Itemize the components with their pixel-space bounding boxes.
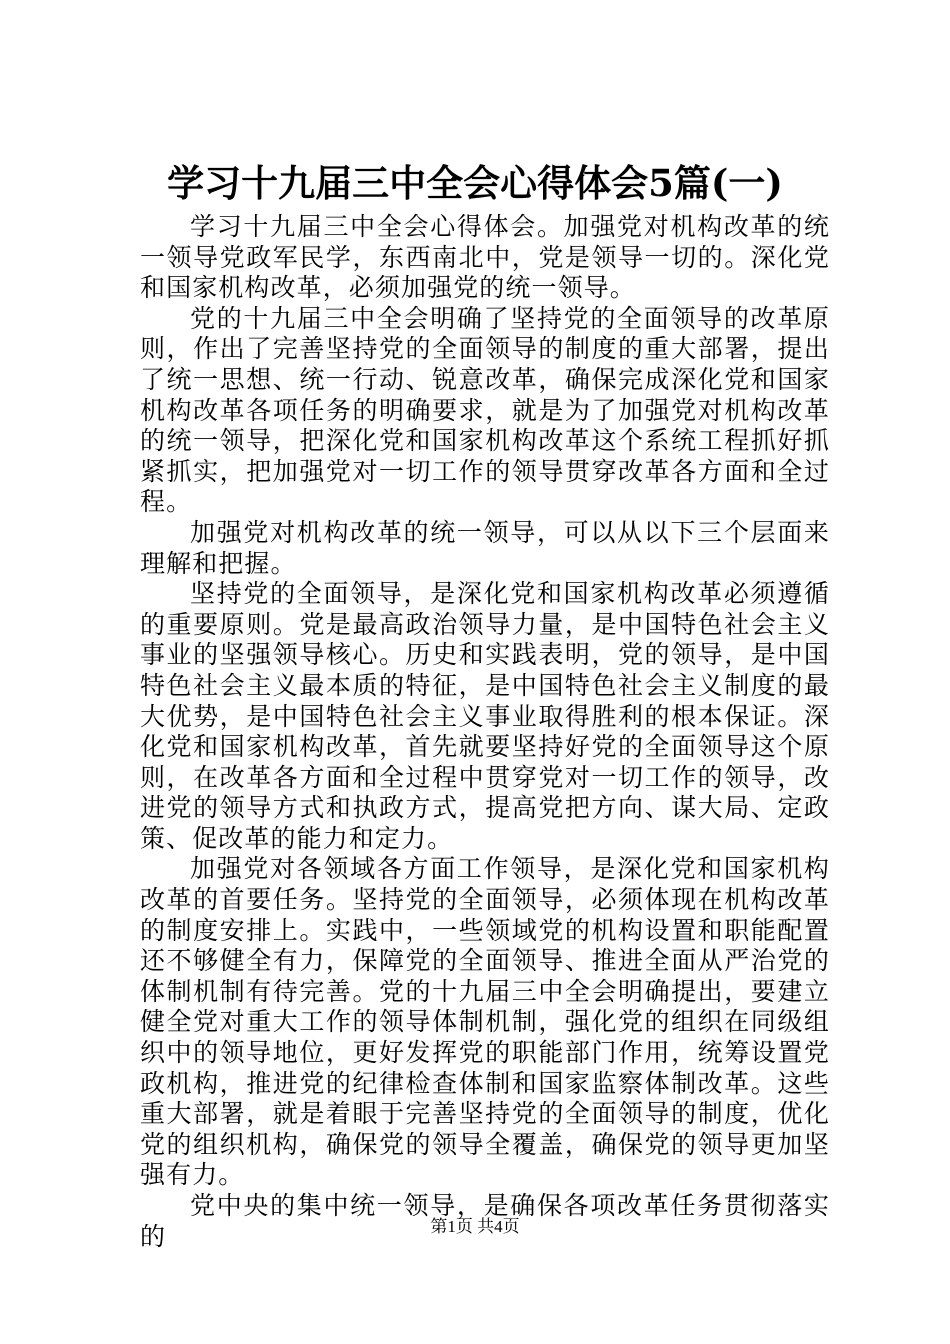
document-title: 学习十九届三中全会心得体会5篇(一) <box>167 161 783 205</box>
paragraph: 加强党对各领域各方面工作领导，是深化党和国家机构改革的首要任务。坚持党的全面领导，必须体现在机构改革的制度安排上。实践中，一些领域党的机构设置和职能配置还不够健全有力，保障党的全面领导、推进全面从严治党的体制机制有待完善。党的十九届三中全会明确提出，要建立健全党对重大工作的领导体制机制，强化党的组织在同级组织中的领导地位，更好发挥党的职能部门作用，统筹设置党政机构，推进党的纪律检查体制和国家监察体制改革。这些重大部署，就是着眼于完善坚持党的全面领导的制度，优化党的组织机构，确保党的领导全覆盖，确保党的领导更加坚强有力。 <box>140 854 830 1190</box>
page-footer: 第1页 共4页 <box>430 1217 520 1236</box>
document-body <box>140 212 830 1252</box>
paragraph: 加强党对机构改革的统一领导，可以从以下三个层面来理解和把握。 <box>140 517 830 578</box>
paragraph: 坚持党的全面领导，是深化党和国家机构改革必须遵循的重要原则。党是最高政治领导力量，是中国特色社会主义事业的坚强领导核心。历史和实践表明，党的领导，是中国特色社会主义最本质的特征，是中国特色社会主义制度的最大优势，是中国特色社会主义事业取得胜利的根本保证。深化党和国家机构改革，首先就要坚持好党的全面领导这个原则，在改革各方面和全过程中贯穿党对一切工作的领导，改进党的领导方式和执政方式，提高党把方向、谋大局、定政策、促改革的能力和定力。 <box>140 579 830 853</box>
paragraph: 党中央的集中统一领导，是确保各项改革任务贯彻落实的 <box>140 1191 830 1251</box>
paragraph: 党的十九届三中全会明确了坚持党的全面领导的改革原则，作出了完善坚持党的全面领导的制度的重大部署，提出了统一思想、统一行动、锐意改革，确保完成深化党和国家机构改革各项任务的明确要求，就是为了加强党对机构改革的统一领导，把深化党和国家机构改革这个系统工程抓好抓紧抓实，把加强党对一切工作的领导贯穿改革各方面和全过程。 <box>140 303 830 517</box>
paragraph: 学习十九届三中全会心得体会。加强党对机构改革的统一领导党政军民学，东西南北中，党是领导一切的。深化党和国家机构改革，必须加强党的统一领导。 <box>140 212 830 303</box>
